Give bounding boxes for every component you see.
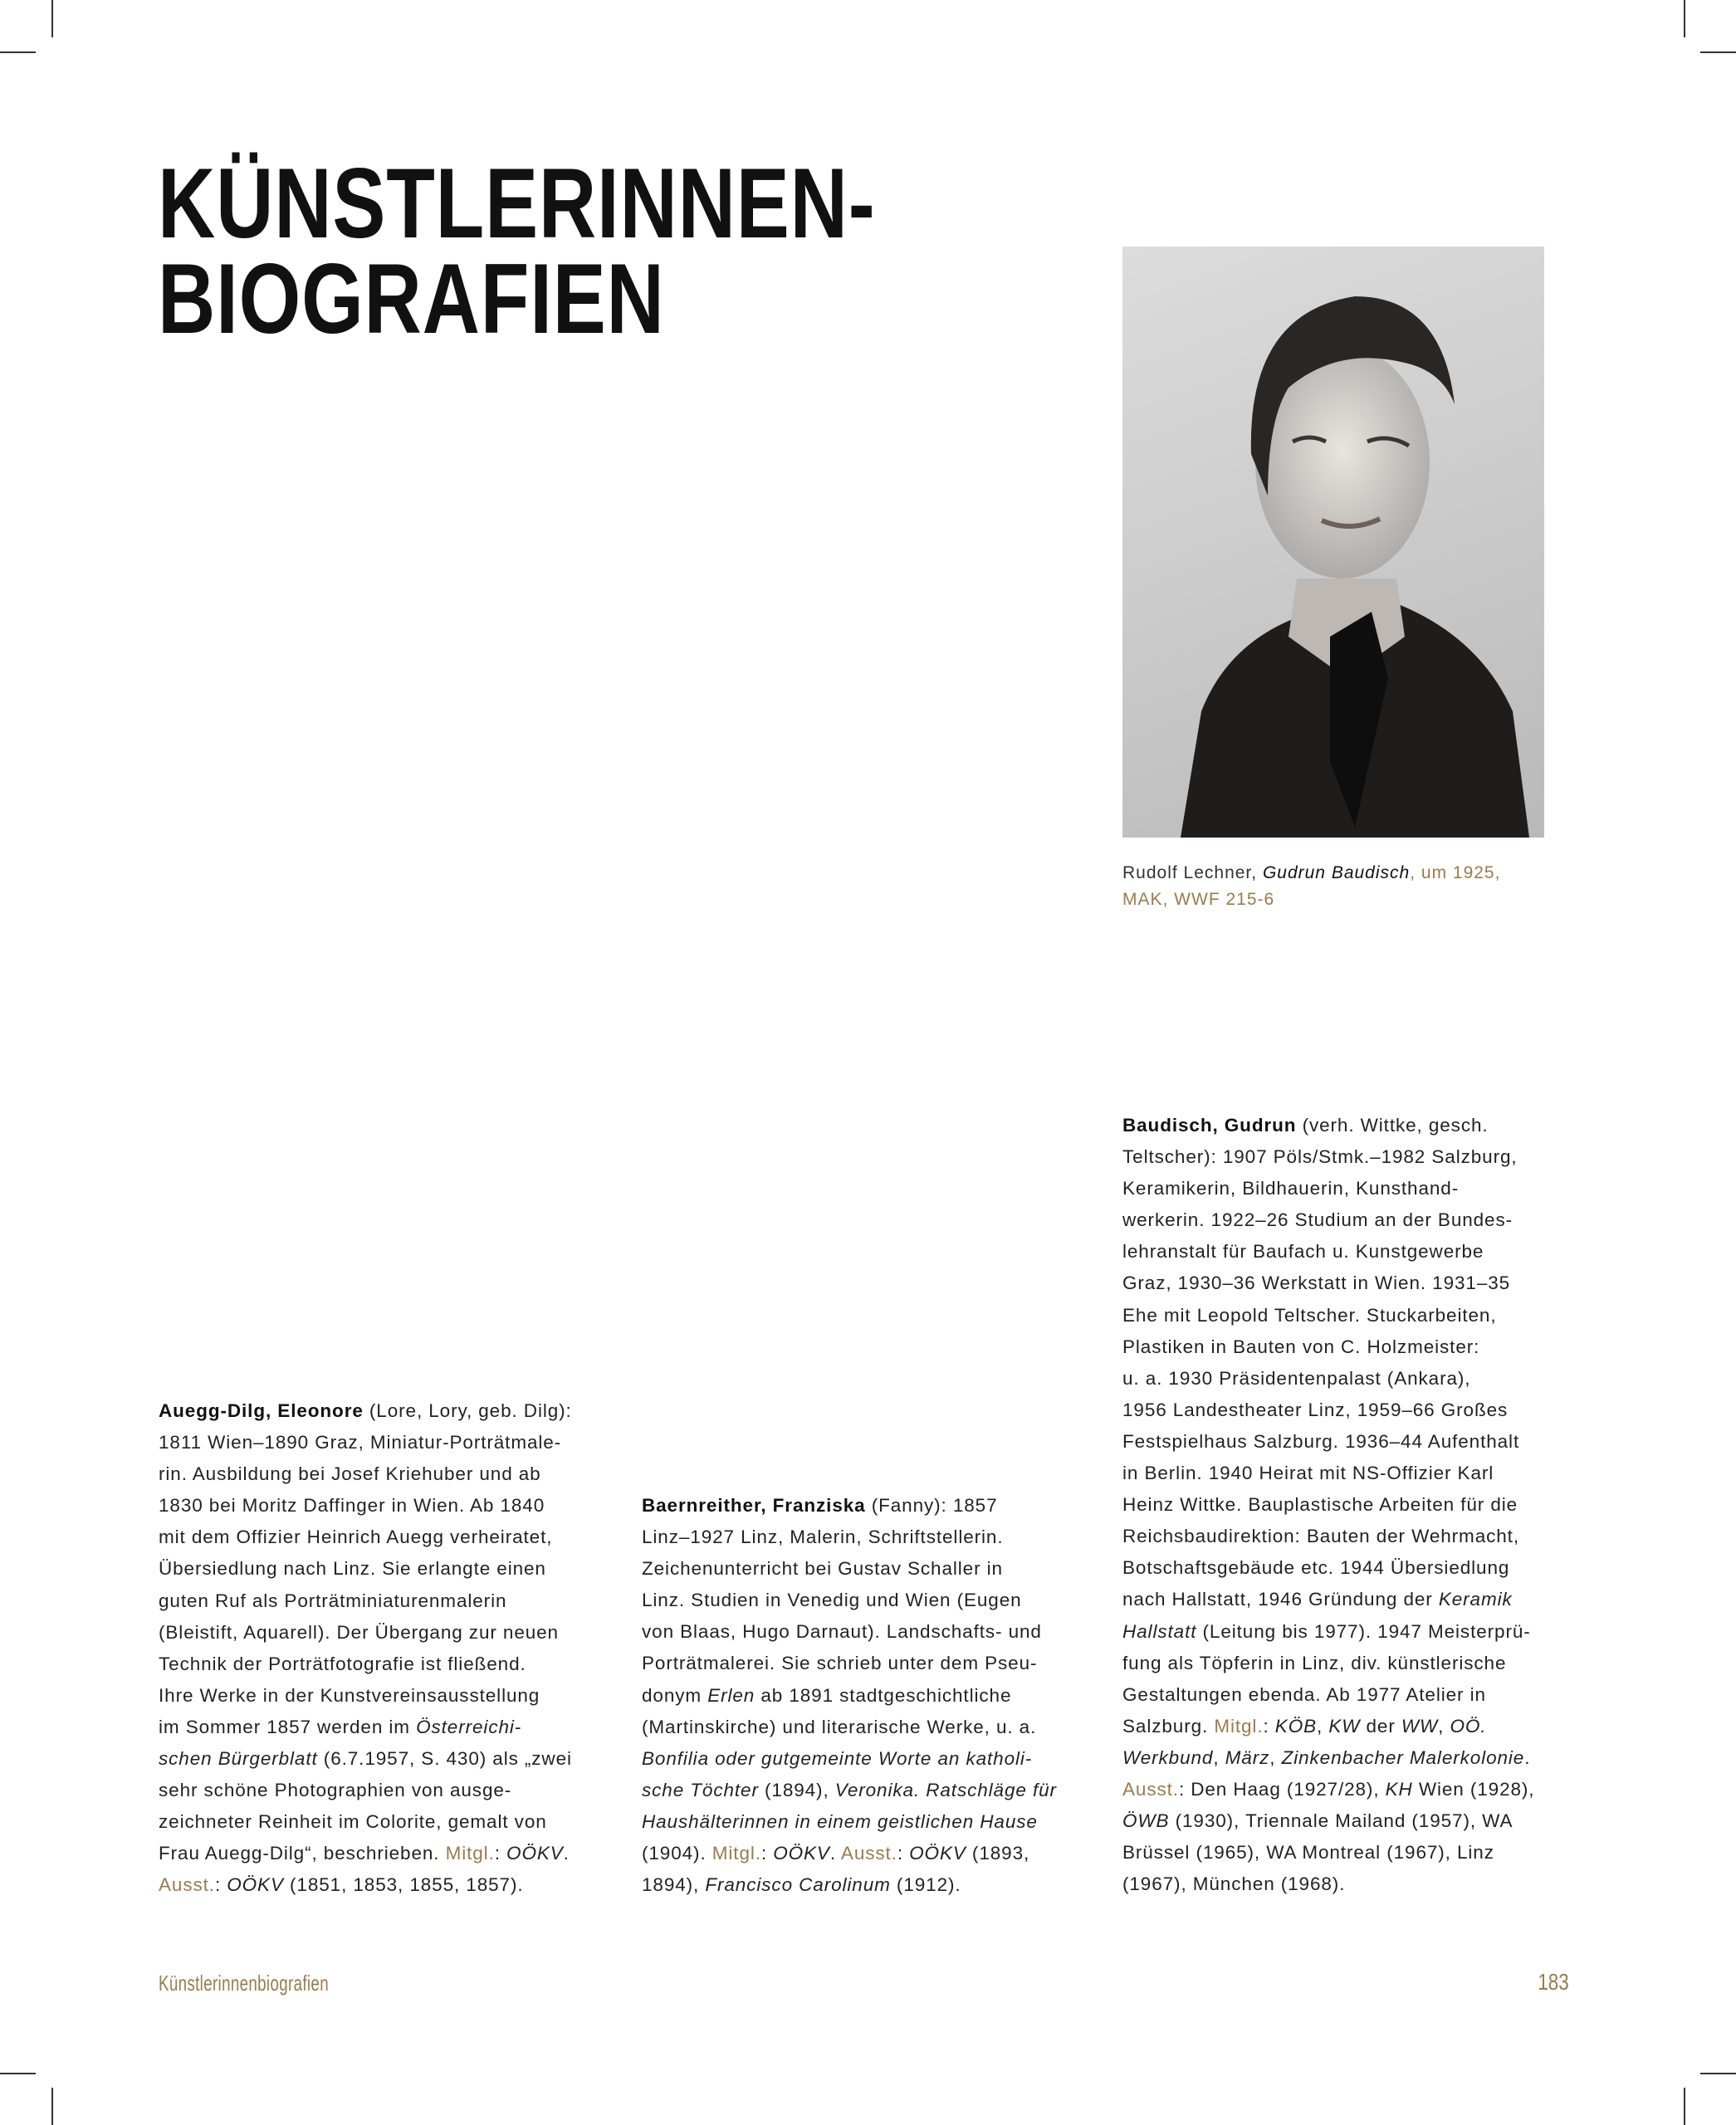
- entry-name: Baudisch, Gudrun: [1122, 1115, 1297, 1136]
- entry-text: 1894),: [642, 1874, 706, 1896]
- title-line-1: KÜNSTLERINNEN-: [158, 148, 876, 259]
- entry-text: Keramik: [1438, 1589, 1513, 1610]
- entry-text: (1851, 1853, 1855, 1857).: [283, 1874, 524, 1896]
- entry-text: (1894),: [758, 1779, 835, 1800]
- entry-text: OÖKV: [773, 1843, 830, 1864]
- entry-text: (6.7.1957, S. 430) als „zwei: [317, 1748, 572, 1770]
- entry-text: OÖKV: [909, 1843, 966, 1864]
- entry-text: ÖWB: [1122, 1810, 1170, 1832]
- text-line: [1122, 1110, 1571, 1141]
- text-line: [1122, 1426, 1571, 1458]
- entry-text: ,: [1317, 1715, 1329, 1737]
- entry-text: ab 1891 stadtgeschichtliche: [755, 1684, 1012, 1706]
- text-line: [1122, 1742, 1571, 1774]
- text-line: [159, 1680, 607, 1712]
- entry-text: rin. Ausbildung bei Josef Kriehuber und ab: [159, 1463, 541, 1485]
- biography-entry-baudisch: [1122, 1110, 1571, 1900]
- entry-text: Brüssel (1965), WA Montreal (1967), Linz: [1122, 1842, 1494, 1864]
- text-line: [1122, 1616, 1571, 1648]
- entry-text: (1930), Triennale Mailand (1957), WA: [1169, 1810, 1513, 1832]
- entry-text: (Bleistift, Aquarell). Der Übergang zur neuen: [159, 1621, 559, 1643]
- text-line: [642, 1712, 1090, 1743]
- entry-text: Hallstatt: [1122, 1620, 1197, 1642]
- entry-text: :: [214, 1874, 227, 1896]
- entry-text: Heinz Wittke. Bauplastische Arbeiten für die: [1122, 1494, 1518, 1516]
- text-line: [1122, 1395, 1571, 1426]
- text-line: [159, 1395, 607, 1427]
- entry-label: Ausst.: [840, 1843, 897, 1864]
- text-line: [642, 1869, 1090, 1901]
- text-line: [1122, 1331, 1571, 1363]
- text-line: [1122, 1869, 1571, 1900]
- text-line: [159, 1458, 607, 1490]
- entry-text: sche Töchter: [642, 1779, 759, 1800]
- entry-text: Ehe mit Leopold Teltscher. Stuckarbeiten,: [1122, 1304, 1497, 1326]
- entry-text: Technik der Porträtfotografie ist fließend.: [159, 1653, 526, 1674]
- entry-text: schen Bürgerblatt: [159, 1748, 318, 1770]
- entry-text: Zeichenunterricht bei Gustav Schaller in: [642, 1558, 1003, 1580]
- entry-text: Werkbund: [1122, 1746, 1214, 1768]
- entry-text: Ihre Werke in der Kunstvereinsausstellung: [159, 1684, 540, 1706]
- text-line: [159, 1585, 607, 1617]
- entry-text: Erlen: [707, 1684, 756, 1706]
- crop-mark: [1700, 2073, 1736, 2074]
- text-line: [1122, 1521, 1571, 1552]
- entry-label: Mitgl.: [712, 1843, 761, 1864]
- entry-text: Übersiedlung nach Linz. Sie erlangte einen: [159, 1558, 546, 1580]
- text-line: [642, 1743, 1090, 1775]
- entry-text: zeichneter Reinheit im Colorite, gemalt von: [159, 1811, 547, 1833]
- crop-mark: [1684, 2088, 1685, 2125]
- text-line: [1122, 1552, 1571, 1584]
- entry-text: Festspielhaus Salzburg. 1936–44 Aufenthalt: [1122, 1430, 1520, 1452]
- portrait-photo: [1122, 247, 1544, 838]
- entry-text: Linz. Studien in Venedig und Wien (Eugen: [642, 1590, 1022, 1611]
- entry-text: .: [563, 1843, 570, 1864]
- photo-caption: [1122, 860, 1500, 913]
- entry-text: 1956 Landestheater Linz, 1959–66 Großes: [1122, 1399, 1509, 1420]
- text-line: [1122, 1268, 1571, 1299]
- text-line: [1122, 1489, 1571, 1521]
- biography-entry-auegg-dilg: [159, 1395, 607, 1902]
- text-line: [1122, 1300, 1571, 1331]
- entry-name: Baernreither, Franziska: [642, 1495, 866, 1516]
- entry-text: Veronika. Ratschläge für: [834, 1779, 1057, 1800]
- crop-mark: [0, 51, 36, 53]
- text-line: [1122, 1204, 1571, 1236]
- entry-text: ,: [1269, 1746, 1282, 1768]
- entry-label: Ausst.: [1122, 1778, 1179, 1800]
- entry-text: :: [760, 1843, 774, 1864]
- entry-text: :: [1263, 1715, 1275, 1737]
- entry-text: Reichsbaudirektion: Bauten der Wehrmacht,: [1122, 1526, 1519, 1547]
- text-line: [1122, 1774, 1571, 1805]
- text-line: [1122, 1141, 1571, 1173]
- portrait-image: [1122, 247, 1544, 838]
- text-line: [1122, 1805, 1571, 1837]
- caption-location: MAK, WWF 215-6: [1122, 890, 1275, 909]
- running-footer-title: Künstlerinnenbiografien: [159, 1971, 329, 1996]
- entry-text: WW: [1401, 1715, 1439, 1737]
- entry-text: KÖB: [1274, 1715, 1317, 1737]
- entry-text: sehr schöne Photographien von ausge-: [159, 1780, 512, 1801]
- entry-text: .: [829, 1843, 841, 1864]
- text-line: [642, 1648, 1090, 1679]
- text-line: [1122, 1711, 1571, 1742]
- entry-text: (1904).: [642, 1843, 712, 1864]
- entry-text: von Blaas, Hugo Darnaut). Landschafts- und: [642, 1621, 1042, 1643]
- entry-text: werkerin. 1922–26 Studium an der Bundes-: [1122, 1209, 1513, 1231]
- text-line: [1122, 1584, 1571, 1615]
- entry-label: Mitgl.: [445, 1843, 495, 1864]
- entry-text: Wien (1928),: [1412, 1778, 1535, 1800]
- entry-text: Linz–1927 Linz, Malerin, Schriftstellerin.: [642, 1527, 1004, 1548]
- entry-text: im Sommer 1857 werden im: [159, 1716, 417, 1737]
- entry-text: Bonfilia oder gutgemeinte Worte an katholi-: [642, 1747, 1033, 1769]
- text-line: [159, 1617, 607, 1649]
- text-line: [1122, 1363, 1571, 1395]
- caption-author: Rudolf Lechner,: [1122, 863, 1263, 882]
- text-line: [159, 1490, 607, 1522]
- entry-text: lehranstalt für Baufach u. Kunstgewerbe: [1122, 1241, 1484, 1263]
- entry-text: Salzburg.: [1122, 1715, 1215, 1737]
- entry-label: Mitgl.: [1214, 1715, 1264, 1737]
- text-line: [642, 1775, 1090, 1806]
- crop-mark: [1700, 51, 1736, 53]
- entry-text: Zinkenbacher Malerkolonie: [1281, 1746, 1525, 1768]
- entry-text: KH: [1385, 1778, 1413, 1800]
- entry-text: (Lore, Lory, geb. Dilg):: [363, 1400, 572, 1421]
- biography-entry-baernreither: [642, 1490, 1090, 1901]
- entry-text: guten Ruf als Porträtminiaturenmalerin: [159, 1590, 507, 1611]
- text-line: [159, 1427, 607, 1458]
- text-line: [642, 1616, 1090, 1648]
- entry-text: u. a. 1930 Präsidentenpalast (Ankara),: [1122, 1367, 1471, 1389]
- entry-text: KW: [1328, 1715, 1361, 1737]
- entry-text: nach Hallstatt, 1946 Gründung der: [1122, 1589, 1439, 1610]
- text-line: [1122, 1236, 1571, 1268]
- text-line: [642, 1585, 1090, 1616]
- entry-text: (Martinskirche) und literarische Werke, u. a.: [642, 1716, 1037, 1737]
- text-line: [159, 1553, 607, 1585]
- text-line: [1122, 1837, 1571, 1869]
- text-line: [642, 1553, 1090, 1585]
- text-line: [642, 1806, 1090, 1838]
- entry-text: :: [897, 1843, 910, 1864]
- entry-text: donym: [642, 1684, 708, 1706]
- entry-text: (Leitung bis 1977). 1947 Meisterprü-: [1196, 1620, 1531, 1642]
- text-line: [1122, 1173, 1571, 1204]
- entry-text: Haushälterinnen in einem geistlichen Hause: [642, 1810, 1038, 1832]
- entry-text: der: [1360, 1715, 1401, 1737]
- entry-text: 1811 Wien–1890 Graz, Miniatur-Porträtmale-: [159, 1432, 562, 1453]
- text-line: [1122, 1458, 1571, 1489]
- crop-mark: [1684, 0, 1685, 37]
- page-title: [158, 148, 876, 354]
- text-line: [159, 1806, 607, 1838]
- entry-text: Graz, 1930–36 Werkstatt in Wien. 1931–35: [1122, 1273, 1511, 1294]
- entry-text: Porträtmalerei. Sie schrieb unter dem Pseu-: [642, 1653, 1038, 1674]
- entry-text: Österreichi-: [416, 1716, 522, 1737]
- text-line: [159, 1522, 607, 1553]
- entry-text: OÖKV: [227, 1874, 284, 1896]
- entry-text: OÖ.: [1450, 1715, 1487, 1737]
- entry-text: :: [494, 1843, 507, 1864]
- text-line: [159, 1743, 607, 1775]
- entry-text: (1912).: [890, 1874, 961, 1896]
- entry-label: Ausst.: [159, 1874, 215, 1896]
- text-line: [159, 1775, 607, 1806]
- entry-text: (1967), München (1968).: [1122, 1873, 1346, 1895]
- entry-text: (1893,: [966, 1843, 1030, 1864]
- entry-text: Keramikerin, Bildhauerin, Kunsthand-: [1122, 1178, 1460, 1199]
- entry-text: Plastiken in Bauten von C. Holzmeister:: [1122, 1336, 1480, 1357]
- entry-text: ,: [1213, 1746, 1225, 1768]
- title-line-2: BIOGRAFIEN: [158, 243, 665, 354]
- text-line: [1122, 1648, 1571, 1679]
- page-number: 183: [1538, 1969, 1569, 1995]
- entry-text: mit dem Offizier Heinrich Auegg verheiratet,: [159, 1527, 553, 1548]
- entry-text: (Fanny): 1857: [865, 1495, 998, 1516]
- text-line: [642, 1522, 1090, 1553]
- entry-text: (verh. Wittke, gesch.: [1296, 1115, 1489, 1136]
- caption-date: , um 1925,: [1410, 863, 1501, 882]
- entry-text: Gestaltungen ebenda. Ab 1977 Atelier in: [1122, 1683, 1486, 1705]
- entry-text: Botschaftsgebäude etc. 1944 Übersiedlung: [1122, 1557, 1510, 1579]
- entry-text: Frau Auegg-Dilg“, beschrieben.: [159, 1843, 446, 1864]
- entry-text: OÖKV: [506, 1843, 564, 1864]
- text-line: [1122, 1679, 1571, 1711]
- entry-text: 1830 bei Moritz Daffinger in Wien. Ab 1840: [159, 1495, 545, 1517]
- crop-mark: [0, 2073, 36, 2074]
- text-line: [159, 1838, 607, 1869]
- crop-mark: [51, 0, 53, 37]
- entry-name: Auegg-Dilg, Eleonore: [159, 1400, 364, 1421]
- text-line: [159, 1712, 607, 1743]
- caption-work-title: Gudrun Baudisch: [1262, 863, 1411, 882]
- entry-text: .: [1524, 1746, 1531, 1768]
- entry-text: Francisco Carolinum: [705, 1874, 891, 1896]
- entry-text: ,: [1438, 1715, 1450, 1737]
- crop-mark: [51, 2088, 53, 2125]
- text-line: [159, 1869, 607, 1901]
- entry-text: März: [1225, 1746, 1270, 1768]
- entry-text: : Den Haag (1927/28),: [1178, 1778, 1386, 1800]
- text-line: [159, 1649, 607, 1680]
- entry-text: fung als Töpferin in Linz, div. künstlerische: [1122, 1652, 1507, 1673]
- entry-text: Teltscher): 1907 Pöls/Stmk.–1982 Salzburg,: [1122, 1146, 1518, 1168]
- entry-text: in Berlin. 1940 Heirat mit NS-Offizier Karl: [1122, 1463, 1494, 1484]
- text-line: [642, 1680, 1090, 1712]
- text-line: [642, 1838, 1090, 1869]
- text-line: [642, 1490, 1090, 1522]
